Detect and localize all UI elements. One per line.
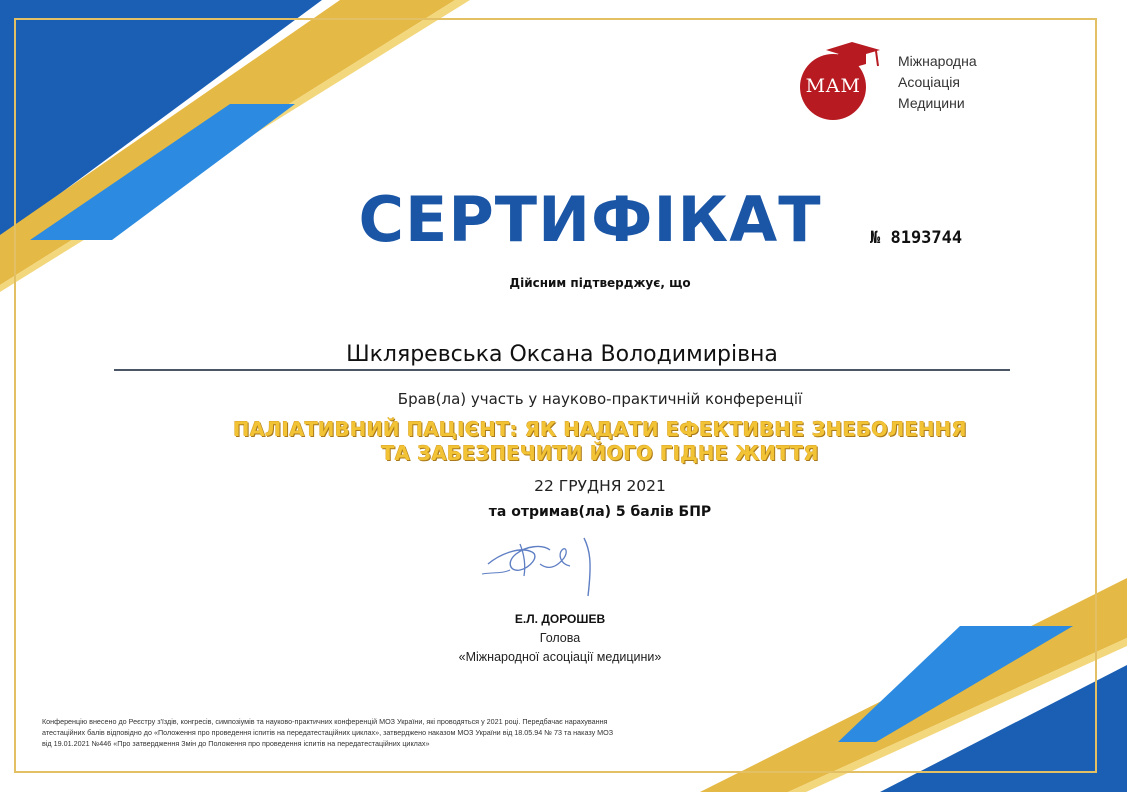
recipient-name: Шкляревська Оксана Володимирівна (346, 342, 778, 367)
certificate-number: № 8193744 (870, 228, 963, 248)
signer-role: Голова (539, 631, 581, 645)
organization-name-line: Медицини (898, 95, 965, 111)
handwritten-signature (480, 524, 630, 604)
graduation-cap-icon (818, 40, 888, 74)
footer-line: атестаційних балів відповідно до «Положення про проведення іспитів на передатестаційних циклах», затверджено наказом МОЗ України від 18.05.94 № 73 та наказу МОЗ (42, 728, 614, 737)
conference-title-line: ТА ЗАБЕЗПЕЧИТИ ЙОГО ГІДНЕ ЖИТТЯ (381, 442, 819, 465)
organization-name (898, 51, 1008, 114)
recipient-underline (114, 369, 1010, 371)
organization-name-line: Міжнародна (898, 53, 977, 69)
signer-organization: «Міжнародної асоціації медицини» (458, 650, 662, 664)
participation-text: Брав(ла) участь у науково-практичній конференції (397, 390, 803, 408)
logo-abbreviation: МАМ (805, 75, 861, 97)
points-awarded: та отримав(ла) 5 балів БПР (488, 504, 712, 520)
certificate-title: СЕРТИФІКАТ (358, 183, 822, 256)
footer-line: від 19.01.2021 №446 «Про затвердження Змін до Положення про проведення іспитів на передатестаційних циклах» (42, 739, 430, 748)
organization-logo (796, 40, 1006, 130)
organization-name-line: Асоціація (898, 74, 960, 90)
conference-title-line: ПАЛІАТИВНИЙ ПАЦІЄНТ: ЯК НАДАТИ ЕФЕКТИВНЕ ЗНЕБОЛЕННЯ (233, 418, 967, 441)
footer-line: Конференцію внесено до Реєстру з'їздів, конгресів, симпозіумів та науково-практичних конференцій МОЗ України, які проводяться у 2021 році. Передбачає нарахування (42, 717, 608, 726)
confirmation-text: Дійсним підтверджує, що (509, 276, 691, 290)
footer-notice (42, 716, 812, 749)
event-date: 22 ГРУДНЯ 2021 (534, 477, 666, 495)
conference-title (120, 418, 1080, 466)
signer-name: Е.Л. ДОРОШЕВ (514, 612, 606, 626)
